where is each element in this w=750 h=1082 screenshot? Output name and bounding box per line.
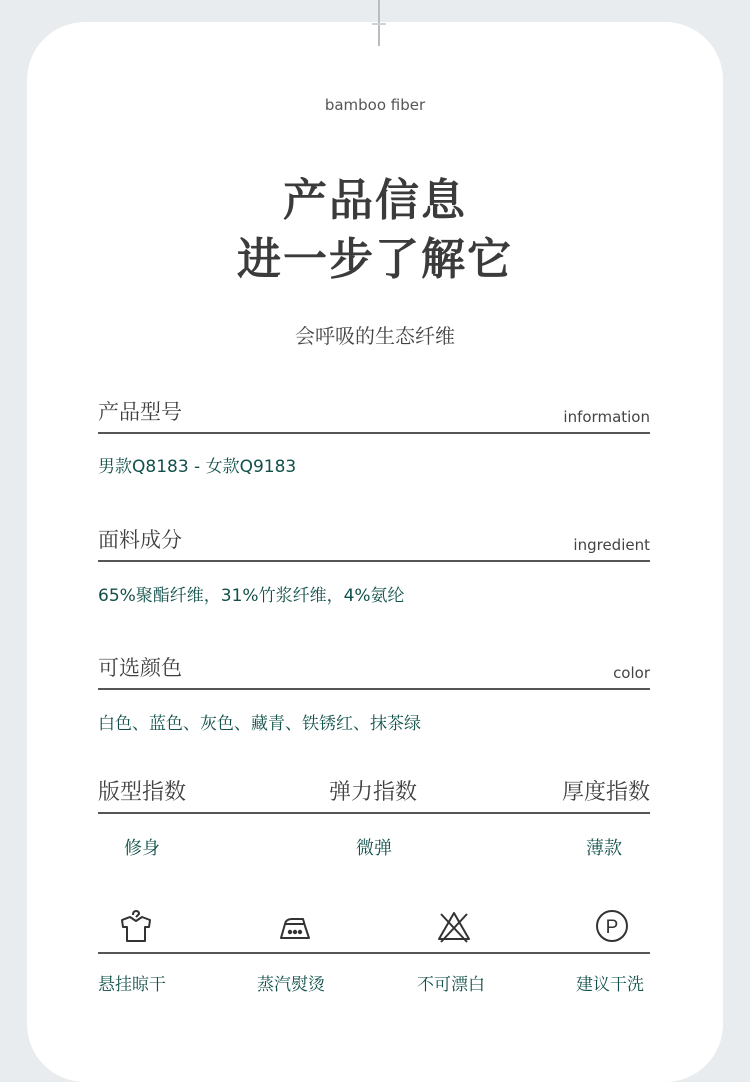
no-bleach-icon <box>434 906 474 946</box>
section-ingredient-value: 65%聚酯纤维，31%竹浆纤维，4%氨纶 <box>98 586 405 606</box>
section-color-value: 白色、蓝色、灰色、藏青、铁锈红、抹茶绿 <box>98 714 421 734</box>
section-ingredient-header <box>98 526 650 562</box>
hanger-tag-icon <box>372 0 386 46</box>
index-fit-label: 版型指数 <box>98 780 187 805</box>
dry-clean-glyph: P <box>605 917 619 938</box>
section-color-label: 可选颜色 <box>98 656 182 680</box>
care-steam-iron-label: 蒸汽熨烫 <box>257 975 325 995</box>
care-hang-dry-label: 悬挂晾干 <box>98 975 166 995</box>
section-ingredient-label: 面料成分 <box>98 528 182 552</box>
section-color-header <box>98 654 650 690</box>
subtitle-english: bamboo fiber <box>324 96 426 114</box>
section-model-label: 产品型号 <box>98 400 182 424</box>
hang-dry-icon <box>116 906 156 946</box>
care-icons-row <box>98 900 650 954</box>
section-ingredient-label-en: ingredient <box>573 536 650 554</box>
section-model-value: 男款Q8183 - 女款Q9183 <box>98 457 297 477</box>
care-dry-clean-label: 建议干洗 <box>576 975 644 995</box>
tagline: 会呼吸的生态纤维 <box>295 324 455 348</box>
section-model-label-en: information <box>563 408 650 426</box>
index-thickness-label: 厚度指数 <box>561 780 650 805</box>
index-header <box>98 776 650 814</box>
dry-clean-icon <box>592 906 632 946</box>
care-no-bleach-label: 不可漂白 <box>417 975 485 995</box>
index-fit-value: 修身 <box>124 838 160 859</box>
section-model-header <box>98 398 650 434</box>
page-title-line1: 产品信息 <box>283 175 467 226</box>
page-title-line2: 进一步了解它 <box>237 234 513 285</box>
index-stretch-label: 弹力指数 <box>329 780 418 805</box>
section-color-label-en: color <box>613 664 650 682</box>
index-thickness-value: 薄款 <box>586 838 622 859</box>
index-stretch-value: 微弹 <box>356 838 392 859</box>
steam-iron-icon <box>275 906 315 946</box>
